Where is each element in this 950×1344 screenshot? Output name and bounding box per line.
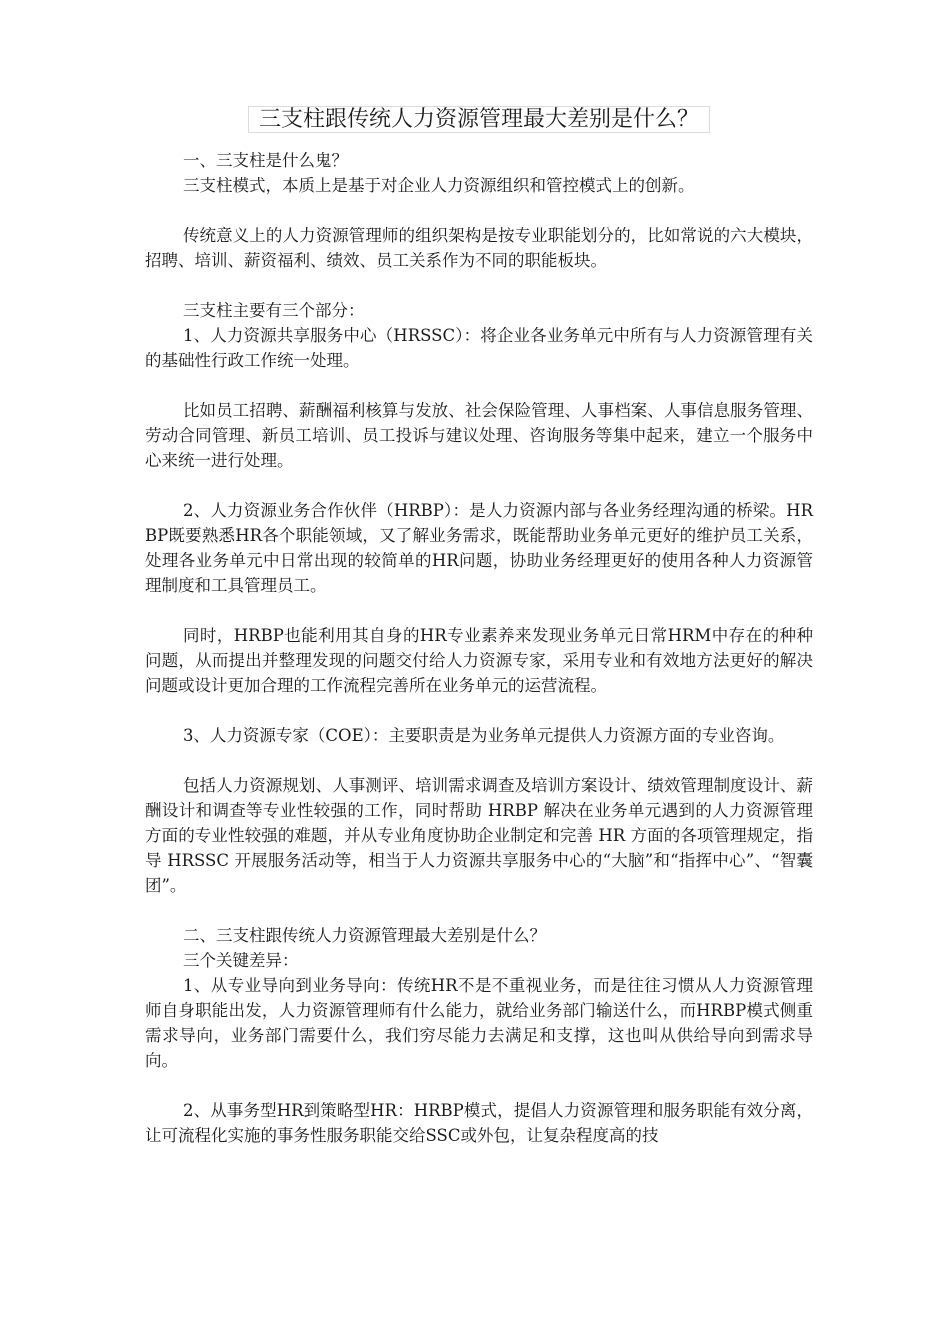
paragraph: 3、人力资源专家（COE）：主要职责是为业务单元提供人力资源方面的专业咨询。 — [182, 726, 785, 745]
paragraph-spacer — [145, 1073, 813, 1098]
paragraph-spacer — [145, 473, 813, 498]
paragraph: 一、三支柱是什么鬼？ — [182, 151, 348, 170]
paragraph-spacer — [145, 698, 813, 723]
paragraph: 1、人力资源共享服务中心（HRSSC）：将企业各业务单元中所有与人力资源管理有关的基础性行政工作统一处理。 — [145, 326, 813, 370]
paragraph: 2、人力资源业务合作伙伴（HRBP）：是人力资源内部与各业务经理沟通的桥梁。HRBP既要熟悉HR各个职能领域，又了解业务需求，既能帮助业务单元更好的维护员工关系，处理各业务单元中日常出现的较简单的HR问题，协助业务经理更好的使用各种人力资源管理制度和工具管理员工。 — [145, 501, 813, 595]
paragraph: 包括人力资源规划、人事测评、培训需求调查及培训方案设计、绩效管理制度设计、薪酬设计和调查等专业性较强的工作，同时帮助 HRBP 解决在业务单元遇到的人力资源管理方面的专业性较强的难题，并从专业角度协助企业制定和完善 HR 方面的各项管理规定，指导 HRSSC 开展服务活动等，相当于人力资源共享服务中心的“大脑”和“指挥中心”、“智囊团”。 — [145, 776, 813, 895]
paragraph: 2、从事务型HR到策略型HR：HRBP模式，提倡人力资源管理和服务职能有效分离，让可流程化实施的事务性服务职能交给SSC或外包，让复杂程度高的技 — [145, 1101, 813, 1145]
paragraph: 三支柱模式，本质上是基于对企业人力资源组织和管控模式上的创新。 — [182, 176, 695, 195]
paragraph: 传统意义上的人力资源管理师的组织架构是按专业职能划分的，比如常说的六大模块，招聘、培训、薪资福利、绩效、员工关系作为不同的职能板块。 — [145, 226, 813, 270]
paragraph-spacer — [145, 598, 813, 623]
paragraph: 同时，HRBP也能利用其自身的HR专业素养来发现业务单元日常HRM中存在的种种问题，从而提出并整理发现的问题交付给人力资源专家，采用专业和有效地方法更好的解决问题或设计更加合理的工作流程完善所在业务单元的运营流程。 — [145, 626, 813, 695]
title-text: 三支柱跟传统人力资源管理最大差别是什么？ — [248, 106, 710, 133]
paragraph-spacer — [145, 373, 813, 398]
paragraph-spacer — [145, 748, 813, 773]
paragraph: 1、从专业导向到业务导向：传统HR不是不重视业务，而是往往习惯从人力资源管理师自身职能出发，人力资源管理师有什么能力，就给业务部门输送什么，而HRBP模式侧重需求导向，业务部门需要什么，我们穷尽能力去满足和支撑，这也叫从供给导向到需求导向。 — [145, 976, 813, 1070]
paragraph-spacer — [145, 273, 813, 298]
paragraph: 比如员工招聘、薪酬福利核算与发放、社会保险管理、人事档案、人事信息服务管理、劳动合同管理、新员工培训、员工投诉与建议处理、咨询服务等集中起来，建立一个服务中心来统一进行处理。 — [145, 401, 813, 470]
document-body — [145, 148, 813, 1148]
paragraph: 三个关键差异： — [182, 951, 299, 970]
document-page — [145, 100, 813, 1148]
paragraph-spacer — [145, 198, 813, 223]
paragraph-spacer — [145, 898, 813, 923]
paragraph: 二、三支柱跟传统人力资源管理最大差别是什么？ — [182, 926, 546, 945]
paragraph: 三支柱主要有三个部分： — [182, 301, 365, 320]
document-title — [145, 100, 813, 140]
